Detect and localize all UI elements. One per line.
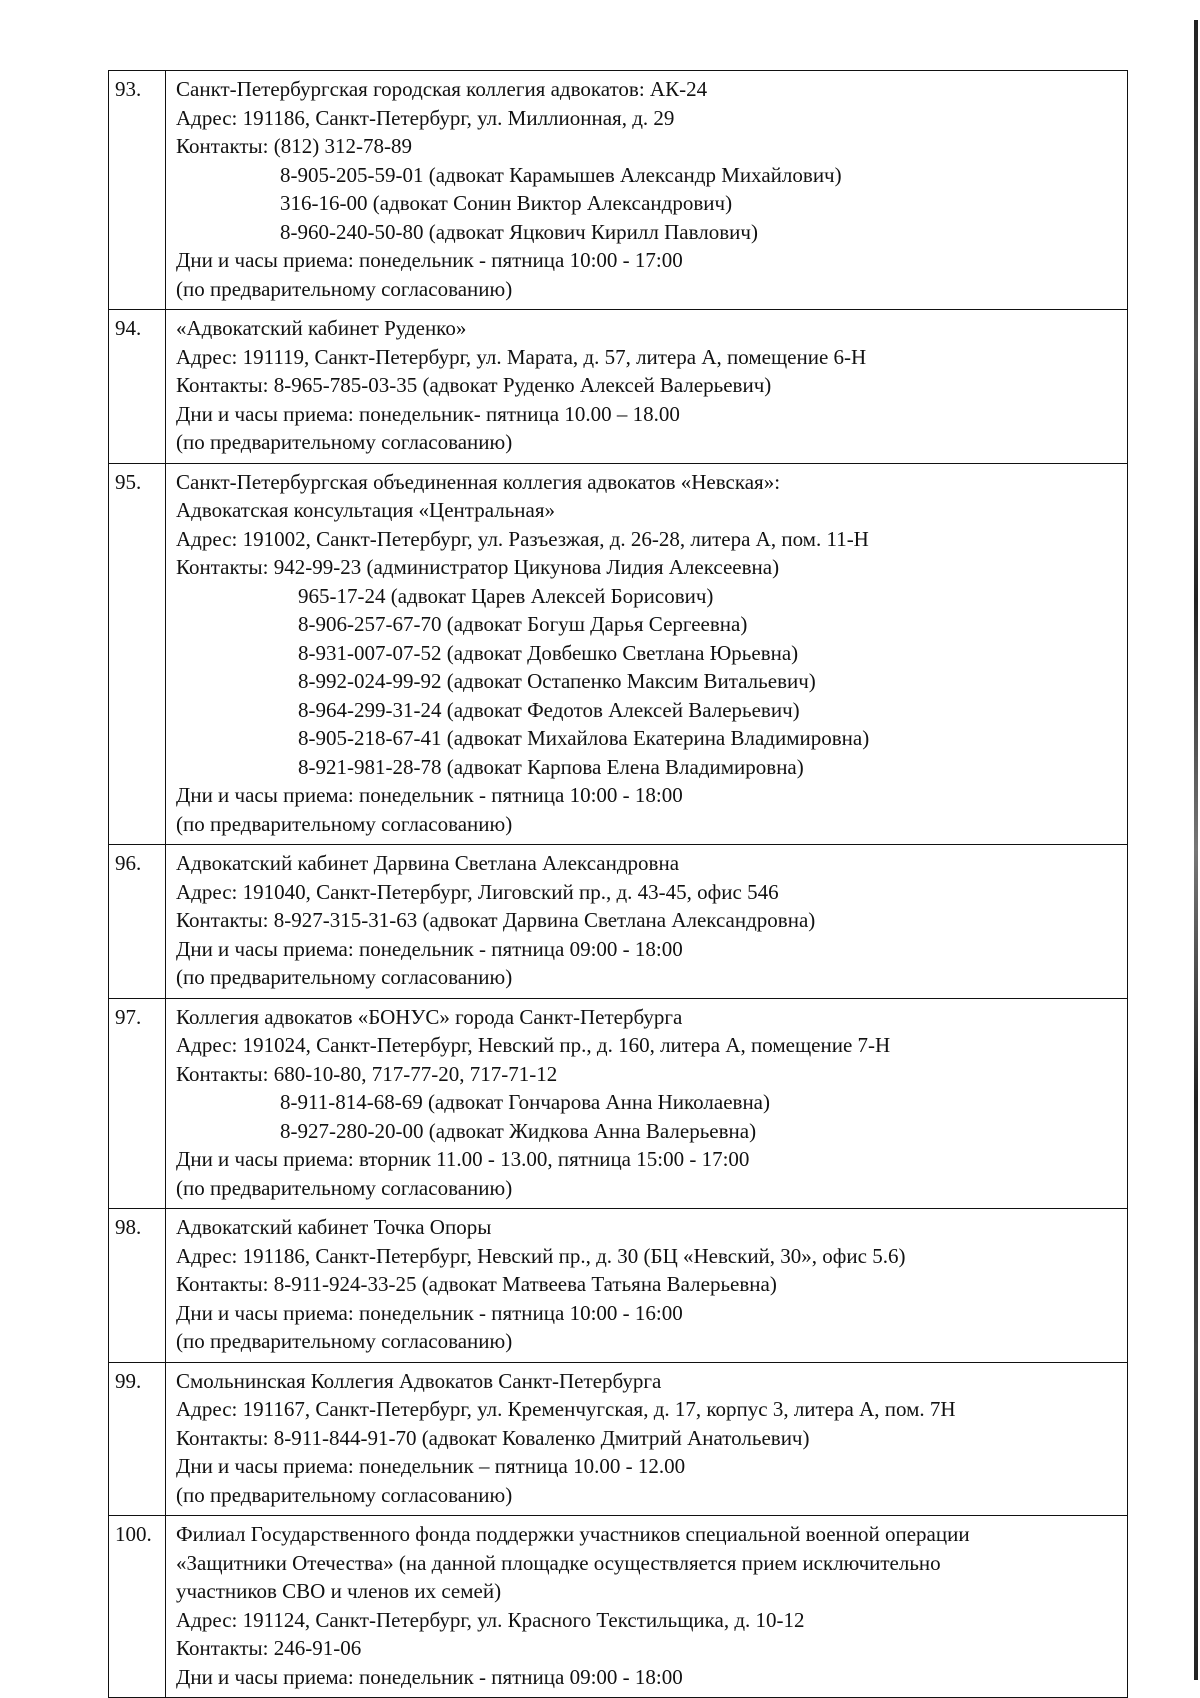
entry-line: Дни и часы приема: вторник 11.00 - 13.00, пятница 15:00 - 17:00: [176, 1147, 750, 1171]
entry-number: 98.: [109, 1209, 166, 1363]
entry-line: Дни и часы приема: понедельник - пятница 09:00 - 18:00: [176, 936, 683, 961]
entry-line: 8-906-257-67-70 (адвокат Богуш Дарья Сергеевна): [298, 612, 748, 636]
entry-details: [166, 845, 1128, 999]
entry-line: Адвокатский кабинет Точка Опоры: [176, 1215, 492, 1239]
entry-line: Филиал Государственного фонда поддержки участников специальной военной операции: [176, 1522, 970, 1546]
entry-line: Дни и часы приема: понедельник - пятница 10:00 - 17:00: [176, 248, 683, 272]
entry-line: Контакты: 8-911-924-33-25 (адвокат Матвеева Татьяна Валерьевна): [176, 1272, 777, 1296]
entry-line: Контакты: 8-911-844-91-70 (адвокат Коваленко Дмитрий Анатольевич): [176, 1425, 810, 1450]
entry-line: Дни и часы приема: понедельник - пятница 10:00 - 16:00: [176, 1300, 683, 1325]
entry-line: Адрес: 191002, Санкт-Петербург, ул. Разъезжая, д. 26-28, литера А, пом. 11-Н: [176, 526, 869, 551]
entry-line: Адрес: 191186, Санкт-Петербург, Невский пр., д. 30 (БЦ «Невский, 30», офис 5.6): [176, 1243, 906, 1268]
entry-line: Смольнинская Коллегия Адвокатов Санкт-Петербурга: [176, 1368, 662, 1393]
entry-number: 100.: [109, 1516, 166, 1698]
entry-line: (по предварительному согласованию): [176, 276, 513, 301]
entry-line: Адрес: 191024, Санкт-Петербург, Невский пр., д. 160, литера А, помещение 7-Н: [176, 1033, 891, 1057]
entry-details: [166, 1209, 1128, 1363]
table-row: [109, 1209, 1128, 1363]
entry-line: (по предварительному согласованию): [176, 1329, 513, 1353]
table-row: [109, 1362, 1128, 1516]
entry-line: Адрес: 191186, Санкт-Петербург, ул. Миллионная, д. 29: [176, 105, 675, 130]
entry-line: Адрес: 191124, Санкт-Петербург, ул. Красного Текстильщика, д. 10-12: [176, 1607, 805, 1632]
entry-line: Дни и часы приема: понедельник - пятница 10:00 - 18:00: [176, 783, 683, 807]
entry-line: Санкт-Петербургская городская коллегия адвокатов: АК-24: [176, 77, 708, 101]
entry-line: 8-992-024-99-92 (адвокат Остапенко Максим Витальевич): [298, 669, 816, 693]
entry-number: 94.: [109, 310, 166, 464]
entry-line: 965-17-24 (адвокат Царев Алексей Борисович): [298, 583, 714, 608]
entry-line: Санкт-Петербургская объединенная коллегия адвокатов «Невская»:: [176, 469, 781, 494]
entry-line: Контакты: 8-927-315-31-63 (адвокат Дарвина Светлана Александровна): [176, 908, 816, 932]
table-row: [109, 1516, 1128, 1698]
entry-number: 95.: [109, 463, 166, 845]
table-body: [109, 71, 1128, 1698]
entry-line: 8-960-240-50-80 (адвокат Яцкович Кирилл Павлович): [280, 219, 758, 244]
entry-line: (по предварительному согласованию): [176, 965, 513, 989]
entry-line: «Адвокатский кабинет Руденко»: [176, 316, 467, 340]
entry-line: Адвокатский кабинет Дарвина Светлана Александровна: [176, 851, 680, 875]
scan-edge-shadow: [1186, 0, 1200, 1696]
entry-line: Контакты: 246-91-06: [176, 1636, 362, 1660]
table-row: [109, 71, 1128, 310]
entry-details: [166, 1362, 1128, 1516]
entry-details: [166, 998, 1128, 1209]
entry-line: 8-964-299-31-24 (адвокат Федотов Алексей Валерьевич): [298, 697, 800, 722]
entry-line: Контакты: 942-99-23 (администратор Цикунова Лидия Алексеевна): [176, 555, 780, 579]
entry-line: участников СВО и членов их семей): [176, 1579, 502, 1603]
entry-line: 8-931-007-07-52 (адвокат Довбешко Светлана Юрьевна): [298, 640, 799, 665]
entry-line: Адрес: 191167, Санкт-Петербург, ул. Кременчугская, д. 17, корпус 3, литера А, пом. 7Н: [176, 1397, 956, 1421]
entry-number: 96.: [109, 845, 166, 999]
entry-line: Контакты: (812) 312-78-89: [176, 134, 412, 158]
entry-line: Адрес: 191040, Санкт-Петербург, Лиговский пр., д. 43-45, офис 546: [176, 879, 779, 904]
entry-line: 316-16-00 (адвокат Сонин Виктор Александрович): [280, 191, 733, 215]
lawyer-offices-table: [108, 70, 1128, 1698]
entry-details: [166, 1516, 1128, 1698]
scan-edge-bar: [1194, 20, 1198, 1680]
entry-line: Коллегия адвокатов «БОНУС» города Санкт-Петербурга: [176, 1004, 683, 1029]
entry-line: Адрес: 191119, Санкт-Петербург, ул. Марата, д. 57, литера А, помещение 6-Н: [176, 344, 867, 369]
entry-line: 8-911-814-68-69 (адвокат Гончарова Анна Николаевна): [280, 1090, 770, 1114]
entry-line: Адвокатская консультация «Центральная»: [176, 498, 555, 522]
table-row: [109, 998, 1128, 1209]
entry-number: 97.: [109, 998, 166, 1209]
entry-details: [166, 71, 1128, 310]
entry-line: Контакты: 8-965-785-03-35 (адвокат Руденко Алексей Валерьевич): [176, 373, 772, 397]
entry-details: [166, 463, 1128, 845]
entry-number: 93.: [109, 71, 166, 310]
entry-line: Дни и часы приема: понедельник - пятница 09:00 - 18:00: [176, 1664, 683, 1689]
entry-line: (по предварительному согласованию): [176, 811, 513, 836]
entry-line: Дни и часы приема: понедельник- пятница 10.00 – 18.00: [176, 401, 680, 426]
table-row: [109, 310, 1128, 464]
entry-line: Контакты: 680-10-80, 717-77-20, 717-71-12: [176, 1061, 558, 1086]
entry-line: 8-905-218-67-41 (адвокат Михайлова Екатерина Владимировна): [298, 726, 870, 750]
entry-details: [166, 310, 1128, 464]
entry-line: (по предварительному согласованию): [176, 1482, 513, 1507]
entry-line: 8-905-205-59-01 (адвокат Карамышев Александр Михайлович): [280, 162, 842, 187]
table-row: [109, 845, 1128, 999]
entry-line: (по предварительному согласованию): [176, 1175, 513, 1200]
table-row: [109, 463, 1128, 845]
entry-line: «Защитники Отечества» (на данной площадке осуществляется прием исключительно: [176, 1550, 941, 1575]
entry-line: 8-921-981-28-78 (адвокат Карпова Елена Владимировна): [298, 754, 804, 779]
entry-number: 99.: [109, 1362, 166, 1516]
entry-line: (по предварительному согласованию): [176, 430, 513, 454]
entry-line: Дни и часы приема: понедельник – пятница 10.00 - 12.00: [176, 1454, 686, 1478]
entry-line: 8-927-280-20-00 (адвокат Жидкова Анна Валерьевна): [280, 1118, 757, 1143]
